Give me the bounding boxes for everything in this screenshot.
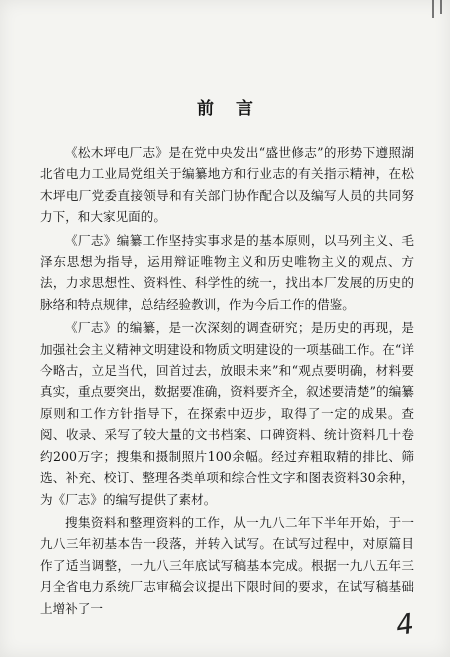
paragraph: 搜集资料和整理资料的工作，从一九八二年下半年开始，于一九八三年初基本告一段落，并转入试写。在试写过程中，对原篇目作了适当调整，一九八三年底试写稿基本完成。根据一九八五年三月全省电力系统厂志审稿会议提出下限时间的要求，在试写稿基础上增补了一	[40, 514, 414, 616]
paragraph: 《厂志》的编纂，是一次深刻的调查研究；是历史的再现，是加强社会主义精神文明建设和物质文明建设的一项基础工作。在“详今略古，立足当代，回首过去，放眼未来”和“观点要明确，材料要真实，重点要突出，数据要准确，资料要齐全，叙述要清楚”的编纂原则和工作方针指导下，在探索中迈步，取得了一定的成果。查阅、收录、采写了较大量的文书档案、口碑资料、统计资料几十卷约200万字；搜集和摄制照片100余幅。经过弃粗取精的排比、筛选、补充、校订、整理各类单项和综合性文字和图表资料30余种，为《厂志》的编写提供了素材。	[40, 320, 414, 507]
handwritten-page-number: 4	[393, 606, 417, 643]
document-body	[40, 142, 414, 619]
scan-mark	[432, 0, 434, 18]
paragraph: 《松木坪电厂志》是在党中央发出“盛世修志”的形势下遵照湖北省电力工业局党组关于编纂地方和行业志的有关指示精神，在松木坪电厂党委直接领导和有关部门协作配合以及编写人员的共同努力下，和大家见面的。	[40, 145, 414, 225]
page-title: 前言	[197, 99, 275, 119]
paragraph: 《厂志》编纂工作坚持实事求是的基本原则，以马列主义、毛泽东思想为指导，运用辩证唯物主义和历史唯物主义的观点、方法，力求思想性、资料性、科学性的统一，找出本厂发展的历史的脉络和特点规律，总结经验教训，作为今后工作的借鉴。	[40, 232, 414, 312]
scan-mark	[440, 0, 442, 14]
